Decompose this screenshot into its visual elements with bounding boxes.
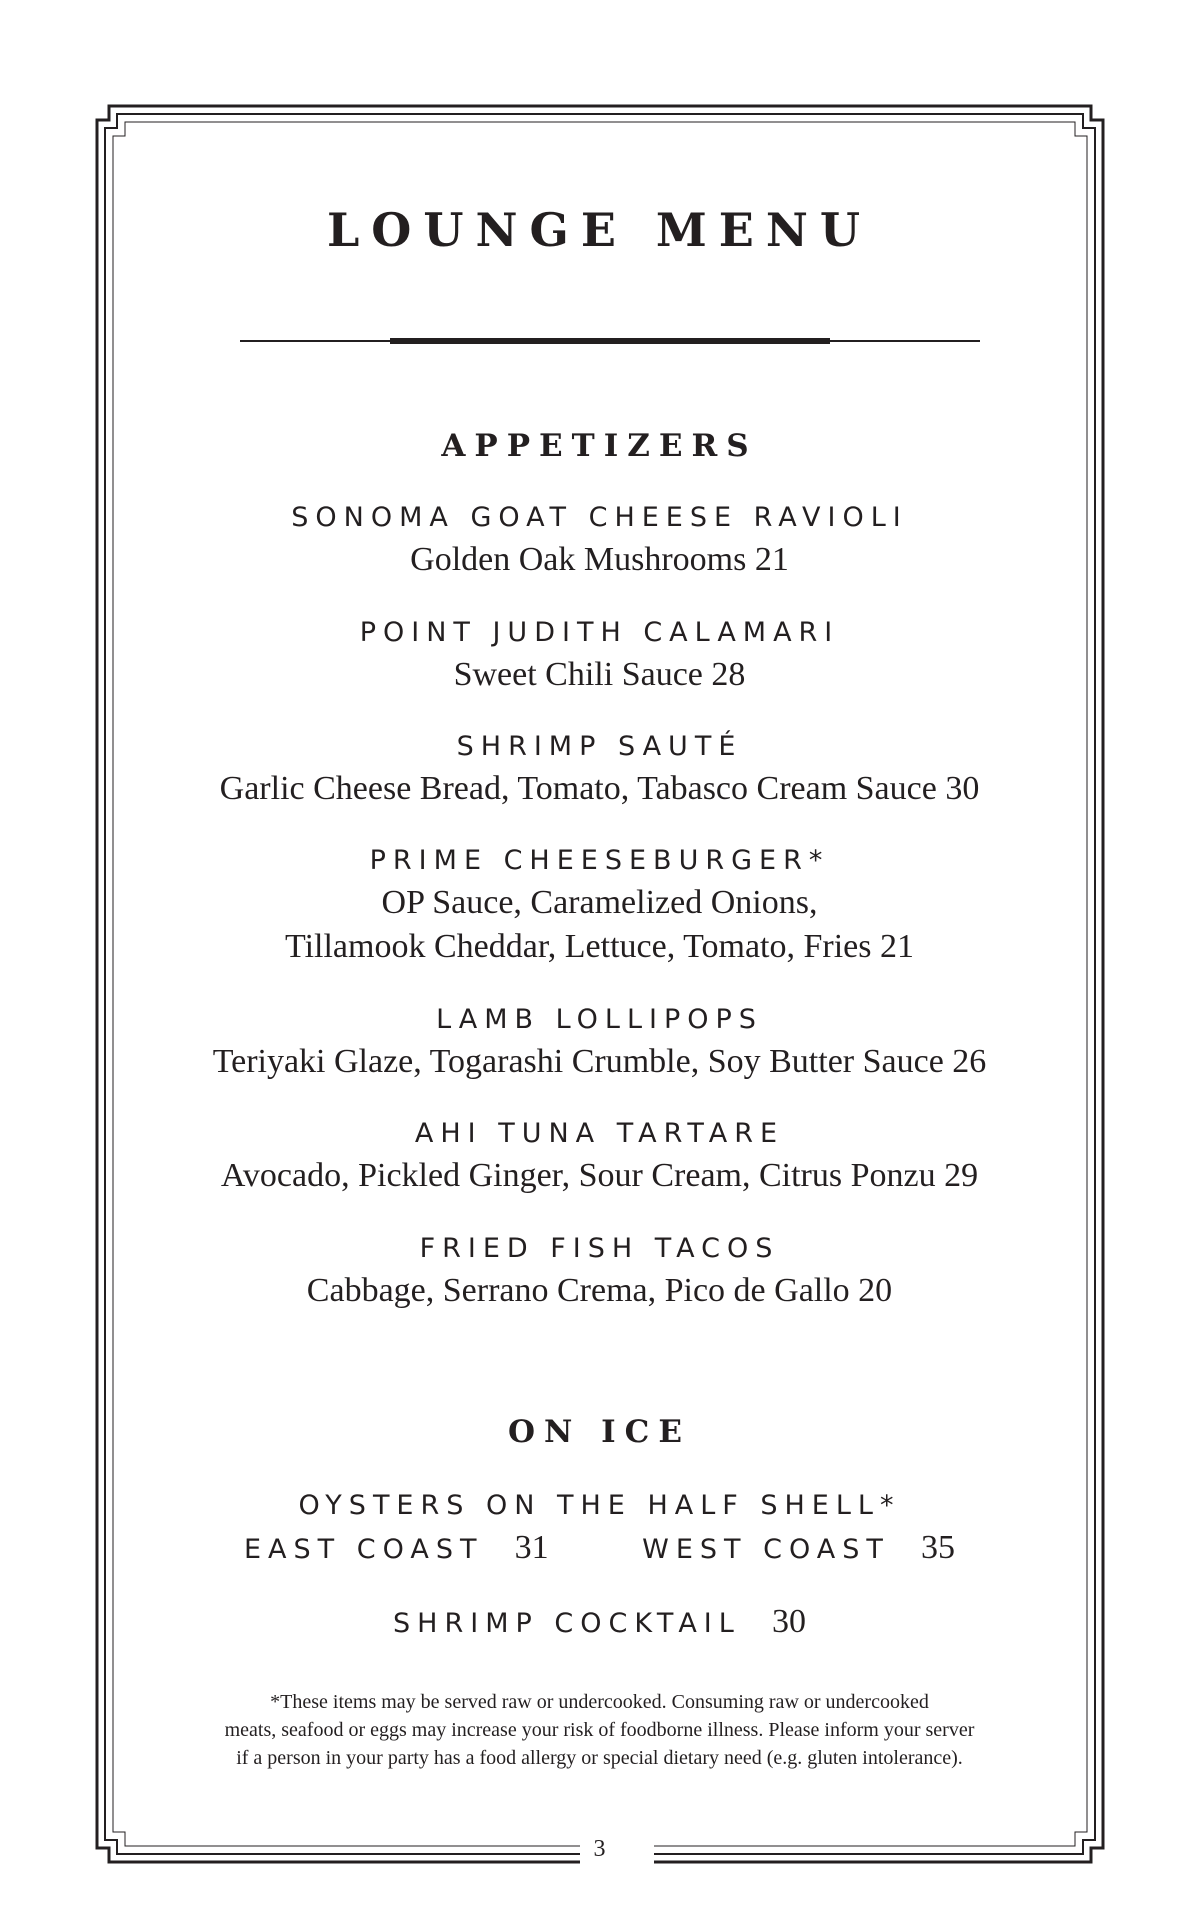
oyster-prices bbox=[0, 1526, 1199, 1572]
on-ice-heading: ON ICE bbox=[508, 1414, 691, 1450]
item-description: Avocado, Pickled Ginger, Sour Cream, Citrus Ponzu 29 bbox=[220, 1157, 979, 1194]
item-description-line-2: Tillamook Cheddar, Lettuce, Tomato, Fries 21 bbox=[285, 928, 914, 965]
west-coast-label: WEST COAST bbox=[642, 1534, 890, 1565]
item-name: OYSTERS ON THE HALF SHELL* bbox=[298, 1490, 901, 1521]
footnote-line: meats, seafood or eggs may increase your risk of foodborne illness. Please inform your server bbox=[224, 1719, 975, 1741]
item-description: OP Sauce, Caramelized Onions, bbox=[381, 884, 818, 921]
menu-item bbox=[0, 841, 1199, 969]
title-divider bbox=[240, 334, 980, 348]
item-name: SHRIMP COCKTAIL bbox=[393, 1608, 741, 1639]
item-description: Teriyaki Glaze, Togarashi Crumble, Soy Butter Sauce 26 bbox=[212, 1043, 987, 1080]
item-name: SONOMA GOAT CHEESE RAVIOLI bbox=[291, 502, 908, 533]
item-name: AHI TUNA TARTARE bbox=[414, 1118, 785, 1149]
appetizers-heading: APPETIZERS bbox=[441, 428, 758, 464]
menu-item bbox=[0, 727, 1199, 811]
footnote-line: *These items may be served raw or undercooked. Consuming raw or undercooked bbox=[270, 1691, 929, 1713]
west-coast-price: 35 bbox=[921, 1529, 956, 1566]
raw-food-disclaimer bbox=[0, 1688, 1199, 1772]
item-name: SHRIMP SAUTÉ bbox=[456, 731, 743, 762]
shrimp-cocktail-row bbox=[0, 1600, 1199, 1646]
menu-item bbox=[0, 498, 1199, 582]
menu-item bbox=[0, 613, 1199, 697]
item-price: 30 bbox=[771, 1603, 806, 1640]
item-description: Golden Oak Mushrooms 21 bbox=[410, 541, 789, 578]
menu-item bbox=[0, 1229, 1199, 1313]
menu-item bbox=[0, 1114, 1199, 1198]
footnote-line: if a person in your party has a food allergy or special dietary need (e.g. gluten intolerance). bbox=[236, 1747, 963, 1769]
item-name: POINT JUDITH CALAMARI bbox=[359, 617, 840, 648]
item-name: FRIED FISH TACOS bbox=[419, 1233, 780, 1264]
menu-item bbox=[0, 1000, 1199, 1084]
east-coast-price: 31 bbox=[514, 1529, 549, 1566]
menu-item-shrimp-cocktail bbox=[0, 1600, 1199, 1646]
item-description: Garlic Cheese Bread, Tomato, Tabasco Cream Sauce 30 bbox=[219, 770, 980, 807]
east-coast-label: EAST COAST bbox=[243, 1534, 484, 1565]
item-name: LAMB LOLLIPOPS bbox=[436, 1004, 763, 1035]
menu-item-oysters bbox=[0, 1486, 1199, 1572]
item-description: Cabbage, Serrano Crema, Pico de Gallo 20 bbox=[306, 1272, 893, 1309]
menu-title: LOUNGE MENU bbox=[326, 203, 873, 257]
page-number: 3 bbox=[593, 1836, 606, 1862]
item-name: PRIME CHEESEBURGER* bbox=[369, 845, 830, 876]
item-description: Sweet Chili Sauce 28 bbox=[453, 656, 746, 693]
